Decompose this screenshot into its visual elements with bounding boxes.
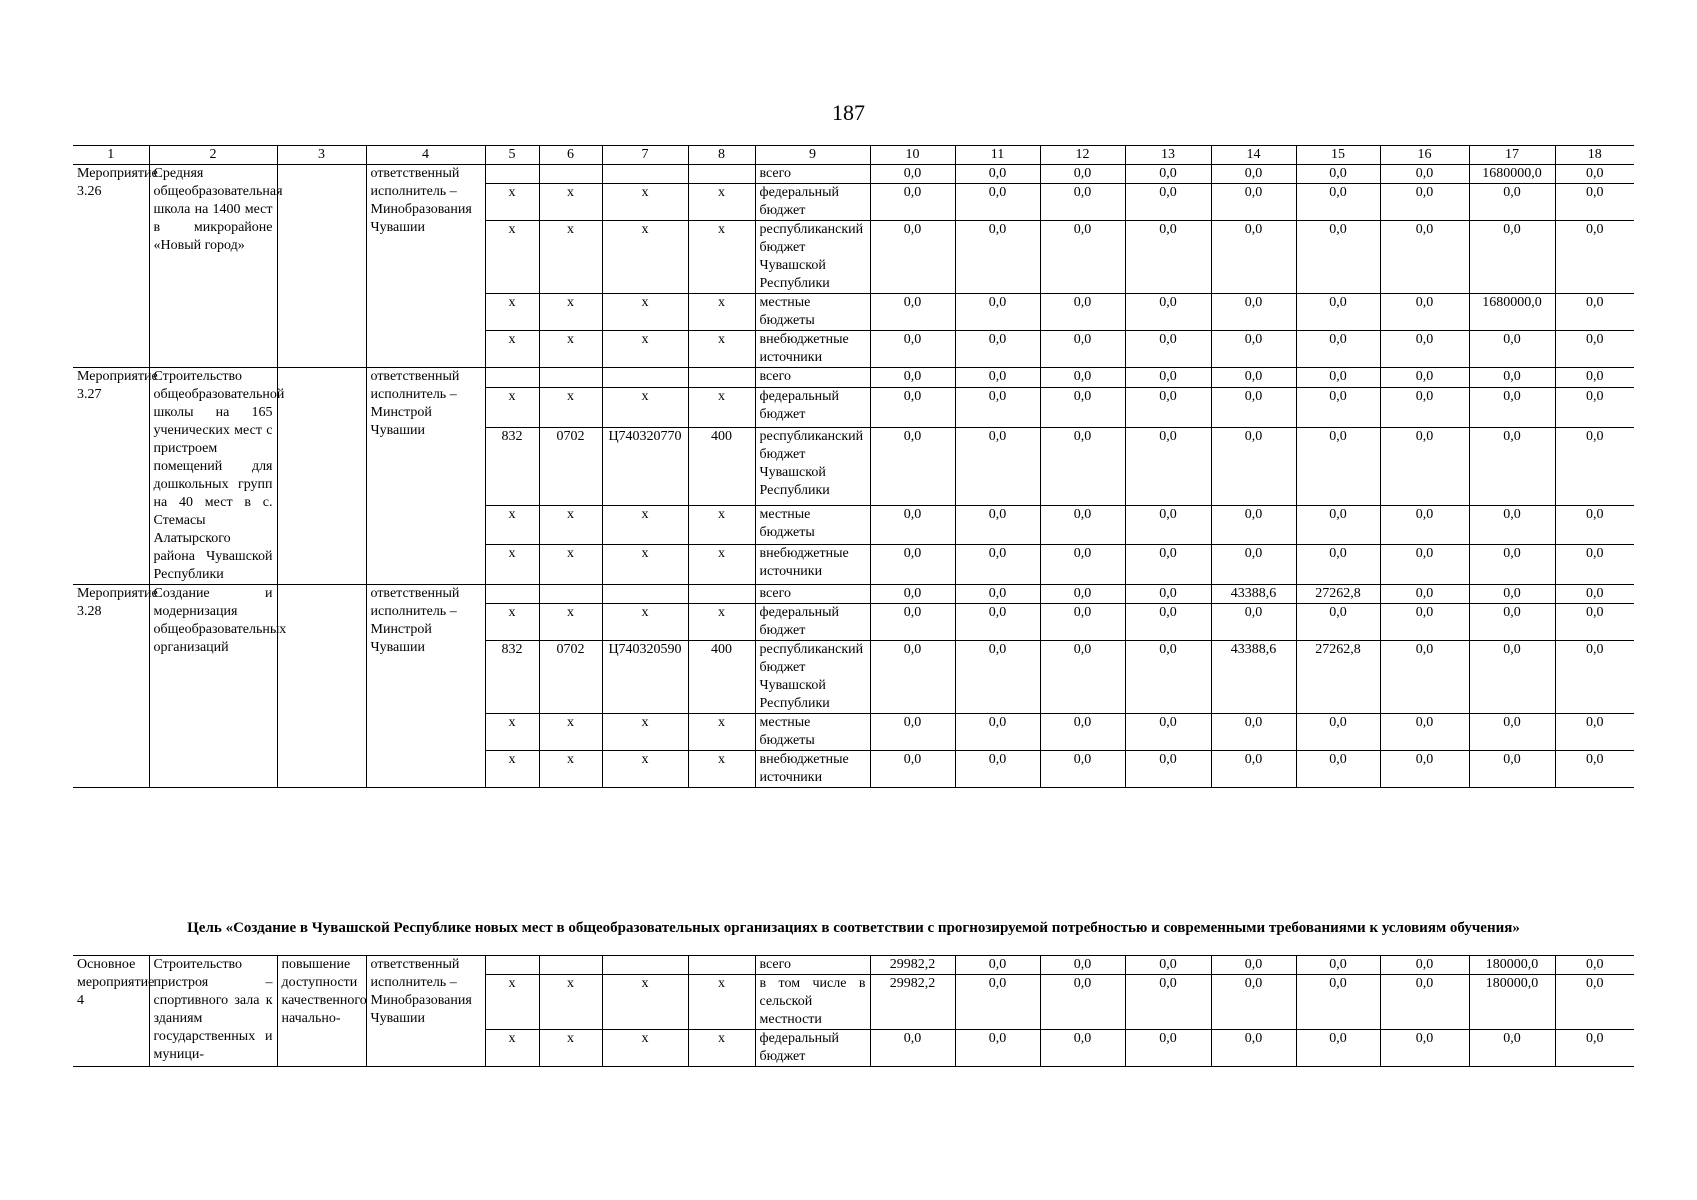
activity-result (277, 165, 366, 368)
year-value-10: 0,0 (870, 585, 955, 604)
year-value-15: 0,0 (1296, 221, 1380, 294)
year-value-12: 0,0 (1040, 956, 1125, 975)
expense-type-code: x (688, 184, 755, 221)
funding-source: всего (755, 956, 870, 975)
year-value-10: 0,0 (870, 505, 955, 545)
activity-result (277, 585, 366, 788)
target-article-code: Ц740320770 (602, 427, 688, 505)
year-value-14: 0,0 (1211, 427, 1296, 505)
year-value-10: 0,0 (870, 294, 955, 331)
year-value-18: 0,0 (1555, 604, 1634, 641)
expense-type-code: 400 (688, 641, 755, 714)
expense-type-code: x (688, 751, 755, 788)
responsible-executor: ответственный исполнитель – Минобразования Чувашии (366, 956, 485, 1067)
activity-name: Строительство общеобразовательной школы на 165 ученических мест с пристроем помещений для дошкольных групп на 40 мест в с. Стемасы Алатырского района Чувашской Республики (149, 368, 277, 585)
target-article-code: x (602, 545, 688, 585)
expense-type-code: x (688, 388, 755, 428)
target-article-code: x (602, 975, 688, 1030)
year-value-11: 0,0 (955, 585, 1040, 604)
funding-source: федеральный бюджет (755, 1030, 870, 1067)
year-value-17: 1680000,0 (1469, 165, 1555, 184)
year-value-11: 0,0 (955, 388, 1040, 428)
target-article-code (602, 585, 688, 604)
year-value-14: 0,0 (1211, 714, 1296, 751)
year-value-13: 0,0 (1125, 751, 1211, 788)
funding-source: федеральный бюджет (755, 388, 870, 428)
year-value-14: 0,0 (1211, 388, 1296, 428)
table-row (73, 165, 1634, 184)
funding-source: внебюджетные источники (755, 751, 870, 788)
year-value-13: 0,0 (1125, 956, 1211, 975)
expense-type-code: x (688, 975, 755, 1030)
target-article-code: Ц740320590 (602, 641, 688, 714)
year-value-12: 0,0 (1040, 604, 1125, 641)
year-value-13: 0,0 (1125, 331, 1211, 368)
year-value-16: 0,0 (1380, 545, 1469, 585)
year-value-10: 0,0 (870, 545, 955, 585)
year-value-14: 0,0 (1211, 221, 1296, 294)
year-value-18: 0,0 (1555, 585, 1634, 604)
year-value-11: 0,0 (955, 184, 1040, 221)
section-code: x (539, 331, 602, 368)
year-value-17: 0,0 (1469, 505, 1555, 545)
responsible-executor: ответственный исполнитель – Минстрой Чувашии (366, 585, 485, 788)
year-value-17: 0,0 (1469, 331, 1555, 368)
section-code: x (539, 505, 602, 545)
grbs-code: x (485, 505, 539, 545)
year-value-15: 0,0 (1296, 388, 1380, 428)
year-value-17: 0,0 (1469, 751, 1555, 788)
column-number: 14 (1211, 146, 1296, 165)
grbs-code: 832 (485, 641, 539, 714)
year-value-13: 0,0 (1125, 221, 1211, 294)
year-value-13: 0,0 (1125, 714, 1211, 751)
grbs-code (485, 368, 539, 388)
year-value-15: 0,0 (1296, 751, 1380, 788)
year-value-17: 0,0 (1469, 221, 1555, 294)
year-value-12: 0,0 (1040, 751, 1125, 788)
responsible-executor: ответственный исполнитель – Минстрой Чувашии (366, 368, 485, 585)
expense-type-code: x (688, 221, 755, 294)
funding-source: внебюджетные источники (755, 331, 870, 368)
grbs-code: x (485, 294, 539, 331)
year-value-12: 0,0 (1040, 585, 1125, 604)
year-value-17: 0,0 (1469, 585, 1555, 604)
year-value-14: 43388,6 (1211, 641, 1296, 714)
year-value-15: 27262,8 (1296, 585, 1380, 604)
year-value-12: 0,0 (1040, 641, 1125, 714)
year-value-17: 0,0 (1469, 184, 1555, 221)
section-code (539, 585, 602, 604)
year-value-13: 0,0 (1125, 545, 1211, 585)
year-value-17: 0,0 (1469, 368, 1555, 388)
section-code: 0702 (539, 427, 602, 505)
expense-type-code (688, 165, 755, 184)
section-code: x (539, 184, 602, 221)
year-value-14: 0,0 (1211, 604, 1296, 641)
column-number: 12 (1040, 146, 1125, 165)
year-value-17: 0,0 (1469, 427, 1555, 505)
year-value-14: 0,0 (1211, 165, 1296, 184)
year-value-16: 0,0 (1380, 641, 1469, 714)
year-value-13: 0,0 (1125, 604, 1211, 641)
expense-type-code: x (688, 294, 755, 331)
year-value-13: 0,0 (1125, 184, 1211, 221)
year-value-17: 1680000,0 (1469, 294, 1555, 331)
funding-source: в том числе в сельской местности (755, 975, 870, 1030)
section-code: x (539, 751, 602, 788)
year-value-12: 0,0 (1040, 545, 1125, 585)
funding-source: всего (755, 165, 870, 184)
activity-code: Мероприятие 3.27 (73, 368, 149, 585)
expense-type-code: x (688, 604, 755, 641)
section-code: x (539, 221, 602, 294)
target-article-code (602, 368, 688, 388)
year-value-16: 0,0 (1380, 1030, 1469, 1067)
year-value-12: 0,0 (1040, 331, 1125, 368)
target-article-code: x (602, 294, 688, 331)
target-article-code: x (602, 331, 688, 368)
funding-source: республиканский бюджет Чувашской Республики (755, 427, 870, 505)
activity-name: Создание и модернизация общеобразовательных организаций (149, 585, 277, 788)
year-value-13: 0,0 (1125, 294, 1211, 331)
grbs-code (485, 165, 539, 184)
funding-source: федеральный бюджет (755, 184, 870, 221)
funding-source: внебюджетные источники (755, 545, 870, 585)
grbs-code (485, 585, 539, 604)
table-row (73, 956, 1634, 975)
year-value-16: 0,0 (1380, 388, 1469, 428)
year-value-17: 0,0 (1469, 641, 1555, 714)
year-value-10: 29982,2 (870, 956, 955, 975)
funding-source: федеральный бюджет (755, 604, 870, 641)
year-value-11: 0,0 (955, 221, 1040, 294)
year-value-18: 0,0 (1555, 294, 1634, 331)
column-number: 11 (955, 146, 1040, 165)
year-value-18: 0,0 (1555, 427, 1634, 505)
activity-result: повышение доступности качественного начально- (277, 956, 366, 1067)
year-value-14: 0,0 (1211, 331, 1296, 368)
year-value-10: 0,0 (870, 714, 955, 751)
expense-type-code: x (688, 545, 755, 585)
funding-source: республиканский бюджет Чувашской Республики (755, 641, 870, 714)
year-value-10: 0,0 (870, 331, 955, 368)
year-value-14: 0,0 (1211, 505, 1296, 545)
year-value-11: 0,0 (955, 331, 1040, 368)
year-value-12: 0,0 (1040, 1030, 1125, 1067)
year-value-16: 0,0 (1380, 505, 1469, 545)
year-value-18: 0,0 (1555, 1030, 1634, 1067)
column-number: 8 (688, 146, 755, 165)
year-value-16: 0,0 (1380, 221, 1469, 294)
expense-type-code: x (688, 714, 755, 751)
year-value-13: 0,0 (1125, 165, 1211, 184)
year-value-18: 0,0 (1555, 956, 1634, 975)
year-value-12: 0,0 (1040, 221, 1125, 294)
column-number: 7 (602, 146, 688, 165)
grbs-code: 832 (485, 427, 539, 505)
column-number: 13 (1125, 146, 1211, 165)
expense-type-code: 400 (688, 427, 755, 505)
year-value-16: 0,0 (1380, 331, 1469, 368)
section-code: x (539, 1030, 602, 1067)
year-value-17: 0,0 (1469, 1030, 1555, 1067)
year-value-11: 0,0 (955, 427, 1040, 505)
year-value-16: 0,0 (1380, 585, 1469, 604)
section-code: x (539, 545, 602, 585)
year-value-18: 0,0 (1555, 165, 1634, 184)
year-value-15: 0,0 (1296, 331, 1380, 368)
grbs-code: x (485, 604, 539, 641)
column-number: 10 (870, 146, 955, 165)
year-value-10: 0,0 (870, 368, 955, 388)
target-article-code: x (602, 388, 688, 428)
year-value-13: 0,0 (1125, 388, 1211, 428)
column-number: 17 (1469, 146, 1555, 165)
year-value-13: 0,0 (1125, 505, 1211, 545)
year-value-17: 0,0 (1469, 545, 1555, 585)
year-value-11: 0,0 (955, 714, 1040, 751)
year-value-11: 0,0 (955, 1030, 1040, 1067)
year-value-10: 29982,2 (870, 975, 955, 1030)
goal-heading: Цель «Создание в Чувашской Республике новых мест в общеобразовательных организациях в соответствии с прогнозируемой потребностью и современными требованиями к условиям обучения» (187, 920, 1520, 936)
year-value-11: 0,0 (955, 641, 1040, 714)
year-value-13: 0,0 (1125, 368, 1211, 388)
column-number: 9 (755, 146, 870, 165)
budget-table-continued (73, 955, 1634, 1067)
year-value-14: 43388,6 (1211, 585, 1296, 604)
target-article-code: x (602, 1030, 688, 1067)
year-value-18: 0,0 (1555, 368, 1634, 388)
year-value-12: 0,0 (1040, 294, 1125, 331)
year-value-18: 0,0 (1555, 221, 1634, 294)
year-value-11: 0,0 (955, 751, 1040, 788)
year-value-12: 0,0 (1040, 165, 1125, 184)
year-value-11: 0,0 (955, 545, 1040, 585)
funding-source: всего (755, 368, 870, 388)
year-value-15: 27262,8 (1296, 641, 1380, 714)
year-value-11: 0,0 (955, 368, 1040, 388)
column-number: 4 (366, 146, 485, 165)
year-value-13: 0,0 (1125, 427, 1211, 505)
section-code: 0702 (539, 641, 602, 714)
year-value-12: 0,0 (1040, 714, 1125, 751)
year-value-18: 0,0 (1555, 975, 1634, 1030)
year-value-15: 0,0 (1296, 1030, 1380, 1067)
year-value-12: 0,0 (1040, 427, 1125, 505)
year-value-10: 0,0 (870, 388, 955, 428)
table-row (73, 368, 1634, 388)
column-number: 1 (73, 146, 149, 165)
section-code: x (539, 294, 602, 331)
target-article-code: x (602, 751, 688, 788)
section-code (539, 165, 602, 184)
year-value-11: 0,0 (955, 604, 1040, 641)
year-value-16: 0,0 (1380, 956, 1469, 975)
funding-source: местные бюджеты (755, 505, 870, 545)
year-value-18: 0,0 (1555, 641, 1634, 714)
year-value-13: 0,0 (1125, 1030, 1211, 1067)
responsible-executor: ответственный исполнитель – Минобразования Чувашии (366, 165, 485, 368)
column-number: 18 (1555, 146, 1634, 165)
activity-code: Основное мероприятие 4 (73, 956, 149, 1067)
expense-type-code: x (688, 331, 755, 368)
year-value-15: 0,0 (1296, 505, 1380, 545)
section-code (539, 956, 602, 975)
year-value-13: 0,0 (1125, 641, 1211, 714)
column-number: 16 (1380, 146, 1469, 165)
funding-source: местные бюджеты (755, 294, 870, 331)
year-value-16: 0,0 (1380, 975, 1469, 1030)
year-value-13: 0,0 (1125, 585, 1211, 604)
target-article-code: x (602, 221, 688, 294)
grbs-code: x (485, 388, 539, 428)
year-value-11: 0,0 (955, 165, 1040, 184)
year-value-10: 0,0 (870, 184, 955, 221)
year-value-11: 0,0 (955, 294, 1040, 331)
grbs-code: x (485, 331, 539, 368)
year-value-12: 0,0 (1040, 505, 1125, 545)
year-value-18: 0,0 (1555, 714, 1634, 751)
page-number: 187 (832, 100, 865, 125)
year-value-15: 0,0 (1296, 184, 1380, 221)
year-value-18: 0,0 (1555, 751, 1634, 788)
year-value-18: 0,0 (1555, 331, 1634, 368)
year-value-15: 0,0 (1296, 714, 1380, 751)
grbs-code: x (485, 221, 539, 294)
year-value-18: 0,0 (1555, 545, 1634, 585)
year-value-14: 0,0 (1211, 751, 1296, 788)
year-value-14: 0,0 (1211, 956, 1296, 975)
expense-type-code: x (688, 1030, 755, 1067)
year-value-17: 0,0 (1469, 714, 1555, 751)
year-value-15: 0,0 (1296, 956, 1380, 975)
funding-source: республиканский бюджет Чувашской Республики (755, 221, 870, 294)
column-number: 5 (485, 146, 539, 165)
target-article-code: x (602, 714, 688, 751)
year-value-12: 0,0 (1040, 388, 1125, 428)
year-value-11: 0,0 (955, 975, 1040, 1030)
year-value-17: 0,0 (1469, 388, 1555, 428)
column-number: 2 (149, 146, 277, 165)
grbs-code: x (485, 975, 539, 1030)
year-value-12: 0,0 (1040, 368, 1125, 388)
year-value-16: 0,0 (1380, 427, 1469, 505)
year-value-18: 0,0 (1555, 505, 1634, 545)
year-value-15: 0,0 (1296, 368, 1380, 388)
column-number: 3 (277, 146, 366, 165)
year-value-15: 0,0 (1296, 975, 1380, 1030)
year-value-11: 0,0 (955, 505, 1040, 545)
section-code: x (539, 604, 602, 641)
grbs-code: x (485, 184, 539, 221)
section-code: x (539, 388, 602, 428)
grbs-code: x (485, 545, 539, 585)
expense-type-code: x (688, 505, 755, 545)
activity-name: Средняя общеобразовательная школа на 1400 мест в микрорайоне «Новый город» (149, 165, 277, 368)
year-value-17: 0,0 (1469, 604, 1555, 641)
year-value-14: 0,0 (1211, 184, 1296, 221)
grbs-code (485, 956, 539, 975)
year-value-18: 0,0 (1555, 388, 1634, 428)
year-value-15: 0,0 (1296, 165, 1380, 184)
year-value-15: 0,0 (1296, 294, 1380, 331)
table-row (73, 585, 1634, 604)
year-value-16: 0,0 (1380, 165, 1469, 184)
expense-type-code (688, 585, 755, 604)
year-value-15: 0,0 (1296, 604, 1380, 641)
column-number: 15 (1296, 146, 1380, 165)
year-value-10: 0,0 (870, 641, 955, 714)
year-value-16: 0,0 (1380, 751, 1469, 788)
activity-code: Мероприятие 3.26 (73, 165, 149, 368)
year-value-10: 0,0 (870, 1030, 955, 1067)
activity-name: Строительство пристроя – спортивного зала к зданиям государственных и муници- (149, 956, 277, 1067)
year-value-13: 0,0 (1125, 975, 1211, 1030)
grbs-code: x (485, 1030, 539, 1067)
year-value-16: 0,0 (1380, 184, 1469, 221)
year-value-10: 0,0 (870, 165, 955, 184)
target-article-code (602, 956, 688, 975)
year-value-17: 180000,0 (1469, 956, 1555, 975)
section-code: x (539, 714, 602, 751)
year-value-12: 0,0 (1040, 184, 1125, 221)
year-value-15: 0,0 (1296, 545, 1380, 585)
year-value-10: 0,0 (870, 751, 955, 788)
year-value-14: 0,0 (1211, 368, 1296, 388)
section-code: x (539, 975, 602, 1030)
column-number: 6 (539, 146, 602, 165)
target-article-code: x (602, 505, 688, 545)
grbs-code: x (485, 751, 539, 788)
year-value-17: 180000,0 (1469, 975, 1555, 1030)
expense-type-code (688, 956, 755, 975)
year-value-16: 0,0 (1380, 714, 1469, 751)
activity-code: Мероприятие 3.28 (73, 585, 149, 788)
year-value-10: 0,0 (870, 221, 955, 294)
grbs-code: x (485, 714, 539, 751)
year-value-16: 0,0 (1380, 604, 1469, 641)
year-value-12: 0,0 (1040, 975, 1125, 1030)
target-article-code (602, 165, 688, 184)
funding-source: местные бюджеты (755, 714, 870, 751)
year-value-14: 0,0 (1211, 294, 1296, 331)
year-value-16: 0,0 (1380, 294, 1469, 331)
funding-source: всего (755, 585, 870, 604)
year-value-14: 0,0 (1211, 975, 1296, 1030)
target-article-code: x (602, 604, 688, 641)
activity-result (277, 368, 366, 585)
year-value-10: 0,0 (870, 427, 955, 505)
section-code (539, 368, 602, 388)
expense-type-code (688, 368, 755, 388)
year-value-15: 0,0 (1296, 427, 1380, 505)
year-value-16: 0,0 (1380, 368, 1469, 388)
year-value-14: 0,0 (1211, 1030, 1296, 1067)
header-row (73, 146, 1634, 165)
target-article-code: x (602, 184, 688, 221)
year-value-11: 0,0 (955, 956, 1040, 975)
budget-table (73, 145, 1634, 788)
year-value-18: 0,0 (1555, 184, 1634, 221)
year-value-14: 0,0 (1211, 545, 1296, 585)
year-value-10: 0,0 (870, 604, 955, 641)
